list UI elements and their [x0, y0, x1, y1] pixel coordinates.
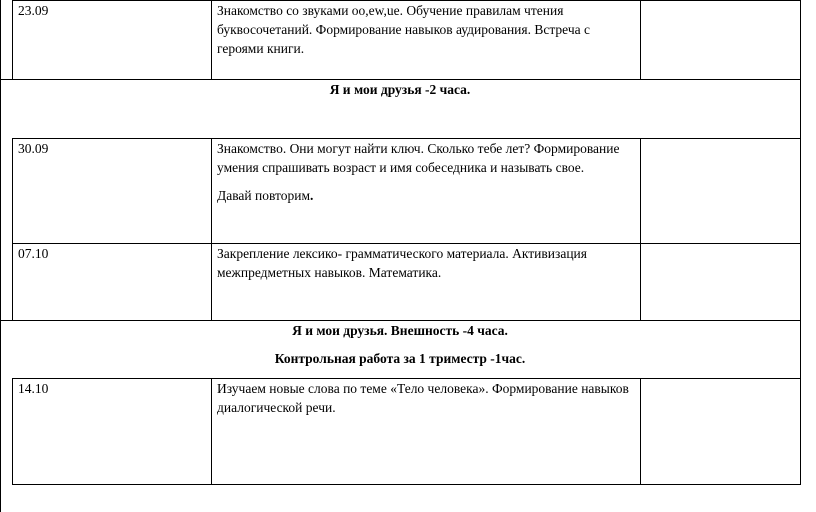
row-topic-extra-dot: .	[310, 188, 314, 203]
row-topic-extra-text: Давай повторим	[217, 188, 310, 203]
row-date: 07.10	[18, 246, 49, 261]
col-border	[640, 0, 641, 80]
row-date: 23.09	[18, 3, 49, 18]
section-heading: Я и мои друзья. Внешность -4 часа.	[292, 323, 508, 338]
col-border	[211, 378, 212, 485]
col-border	[12, 378, 13, 485]
row-topic: Знакомство со звуками оо,ew,ue. Обучение правилам чтения буквосочетаний. Формирование навыков аудирования. Встреча с героями книги.	[217, 3, 590, 56]
col-border	[640, 138, 641, 321]
row-date: 30.09	[18, 141, 49, 156]
col-border	[640, 378, 641, 485]
col-border	[12, 0, 13, 80]
section-heading-test: Контрольная работа за 1 триместр -1час.	[274, 351, 526, 366]
row-date: 14.10	[18, 381, 49, 396]
col-border	[211, 0, 212, 80]
col-border	[211, 138, 212, 321]
table-border-left	[0, 0, 1, 512]
row-border	[12, 484, 801, 485]
row-topic-extra	[217, 186, 313, 205]
row-topic: Изучаем новые слова по теме «Тело человека». Формирование навыков диалогической речи.	[217, 381, 629, 415]
row-topic: Знакомство. Они могут найти ключ. Сколько тебе лет? Формирование умения спрашивать возраст и имя собеседника и называть свое.	[217, 141, 620, 175]
table-border-right	[800, 0, 801, 485]
section-heading: Я и мои друзья -2 часа.	[329, 82, 471, 97]
row-topic: Закрепление лексико- грамматического материала. Активизация межпредметных навыков. Математика.	[217, 246, 587, 280]
col-border	[12, 138, 13, 321]
